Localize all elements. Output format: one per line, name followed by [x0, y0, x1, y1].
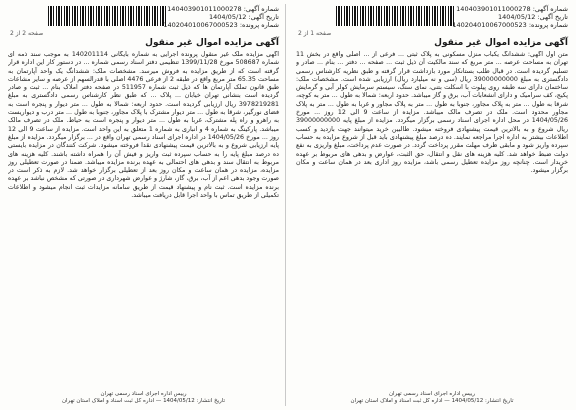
notice-title: آگهی مزایده اموال غیر منقول: [434, 38, 568, 48]
notice-number: شماره آگهی: 140403901011000278: [456, 5, 568, 13]
notice-body: آگهی مزایده ملک غیر منقول پرونده اجرایی به شماره بایگانی 140201114 به موجب سند ذمه ای شماره 508687 مورخ 1399/11/28 تنظیمی دفتر اسناد رسمی شماره ... در دستور کار این اداره قرار گرفته است که از طریق مزایده به فروش میرسد. مشخصات ملک: ششدانگ یک واحد آپارتمان به مساحت 65.35 متر مربع واقع در طبقه 2 از فرعی 4476 اصلی با قدرالسهم از عرصه و سایر مشاعات طبق قانون تملک آپارتمان ها که ذیل ثبت شماره 511957 در صفحه دفتر املاک بنام ... ثبت و صادر گردیده است بنشانی تهران خیابان ... پلاک ... که طبق نظر کارشناس رسمی دادگستری به مبلغ 3978219281 ریال ارزیابی گردیده است. حدود اربعه: شمالا به طول ... متر دیوار و پنجره است به فضای نورگیر، شرقا به طول ... متر دیوار مشترک با پلاک مجاور، جنوبا به طول ... متر درب و دیواریست به راهرو و راه پله مشترک، غربا به طول ... متر دیوار و پنجره است به حیاط. ملک در تصرف مالک میباشد. پارکینگ به شماره 4 و انباری به شماره 1 متعلق به این واحد است. مزایده از ساعت 9 الی 12 روز ... مورخ 1404/05/26 در اداره اجرای اسناد رسمی تهران واقع در ... برگزار میگردد. مزایده از مبلغ پایه ارزیابی شروع و به بالاترین قیمت پیشنهادی نقدا فروخته میشود. شرکت کنندگان در مزایده بایستی ده درصد مبلغ پایه را به حساب سپرده ثبت واریز و فیش آن را همراه داشته باشند. کلیه هزینه های مربوط به انتقال سند و بدهی های احتمالی به عهده برنده مزایده میباشد. ضمنا در صورت تعطیلی روز مزایده، مزایده در همان ساعت و مکان روز بعد از تعطیلی برگزار خواهد شد. لازم به ذکر است در صورت وجود بدهی اعم از آب، برق، گاز، شارژ و عوارض شهرداری در صورتی که مشخص نباشد بر عهده برنده مزایده است. ثبت نام و پیشنهاد قیمت از طریق سامانه مزایدات ثبت انجام میشود و اطلاعات تکمیلی از طریق تماس با واحد اجرا قابل دریافت میباشد.: [8, 51, 279, 200]
footer-note: تاریخ انتشار: 1404/05/12 — اداره کل ثبت اسناد و املاک استان تهران: [350, 398, 514, 404]
footer-note: تاریخ انتشار: 1404/05/12 — اداره کل ثبت اسناد و املاک استان تهران: [61, 398, 226, 404]
barcode: [336, 6, 456, 26]
notice-number: شماره آگهی: 140403901011000278: [167, 5, 279, 13]
signature-line: رییس اداره اجرای اسناد رسمی تهران: [100, 391, 187, 397]
signature-line: رییس اداره اجرای اسناد رسمی تهران: [388, 391, 476, 397]
file-number: شماره پرونده: 140204010067000523: [452, 21, 568, 29]
page-header: [296, 4, 568, 38]
page-number: صفحه 2 از 2: [10, 30, 44, 37]
page-footer: [296, 391, 568, 404]
notice-body: متن اول آگهی: ششدانگ یکباب منزل مسکونی به پلاک ثبتی ... فرعی از ... اصلی واقع در بخش 11 تهران به مساحت عرصه ... متر مربع که سند مالکیت آن ذیل ثبت ... صفحه ... دفتر ... بنام ... صادر و تسلیم گردیده است. در قبال طلب بستانکار مورد بازداشت قرار گرفته و طبق نظریه کارشناس رسمی دادگستری به مبلغ 39000000000 ریال (سی و نه میلیارد ریال) ارزیابی شده است. مشخصات ملک: ساختمان دارای سه طبقه روی پیلوت با اسکلت بتنی، نمای سنگ، سیستم سرمایش کولر آبی و گرمایش پکیج، کف سرامیک و دارای انشعابات آب، برق و گاز میباشد. حدود اربعه: شمالا به طول ... متر به کوچه، شرقا به طول ... متر به پلاک مجاور، جنوبا به طول ... متر به پلاک مجاور و غربا به طول ... متر به پلاک مجاور محدود است. ملک در تصرف مالک میباشد. مزایده از ساعت 9 الی 12 روز ... مورخ 1404/05/26 در محل اداره اجرای اسناد رسمی برگزار میگردد. مزایده از مبلغ پایه 39000000000 ریال شروع و به بالاترین قیمت پیشنهادی فروخته میشود. طالبین خرید میتوانند جهت بازدید و کسب اطلاعات بیشتر به اداره اجرا مراجعه نمایند. ده درصد مبلغ پیشنهادی باید قبل از شروع مزایده به حساب سپرده واریز شود و مابقی ظرف مهلت مقرر پرداخت گردد. در صورت عدم پرداخت، مبلغ واریزی به نفع دولت ضبط خواهد شد. کلیه هزینه های نقل و انتقال، حق الثبت، عوارض و بدهی های مربوط بر عهده خریدار است. چنانچه روز مزایده تعطیل رسمی باشد، مزایده روز اداری بعد در همان ساعت و مکان برگزار میشود.: [296, 51, 568, 175]
notice-date: تاریخ آگهی: 1404/05/12: [208, 13, 279, 21]
page-header: [8, 4, 279, 38]
notice-page-1: [290, 4, 574, 406]
page-footer: [8, 391, 279, 404]
page-number: صفحه 1 از 2: [298, 30, 332, 37]
barcode: [48, 6, 168, 26]
file-number: شماره پرونده: 140204010067000523: [163, 21, 279, 29]
notice-page-2: [2, 4, 286, 406]
notice-date: تاریخ آگهی: 1404/05/12: [497, 13, 568, 21]
notice-title: آگهی مزایده اموال غیر منقول: [145, 38, 279, 48]
